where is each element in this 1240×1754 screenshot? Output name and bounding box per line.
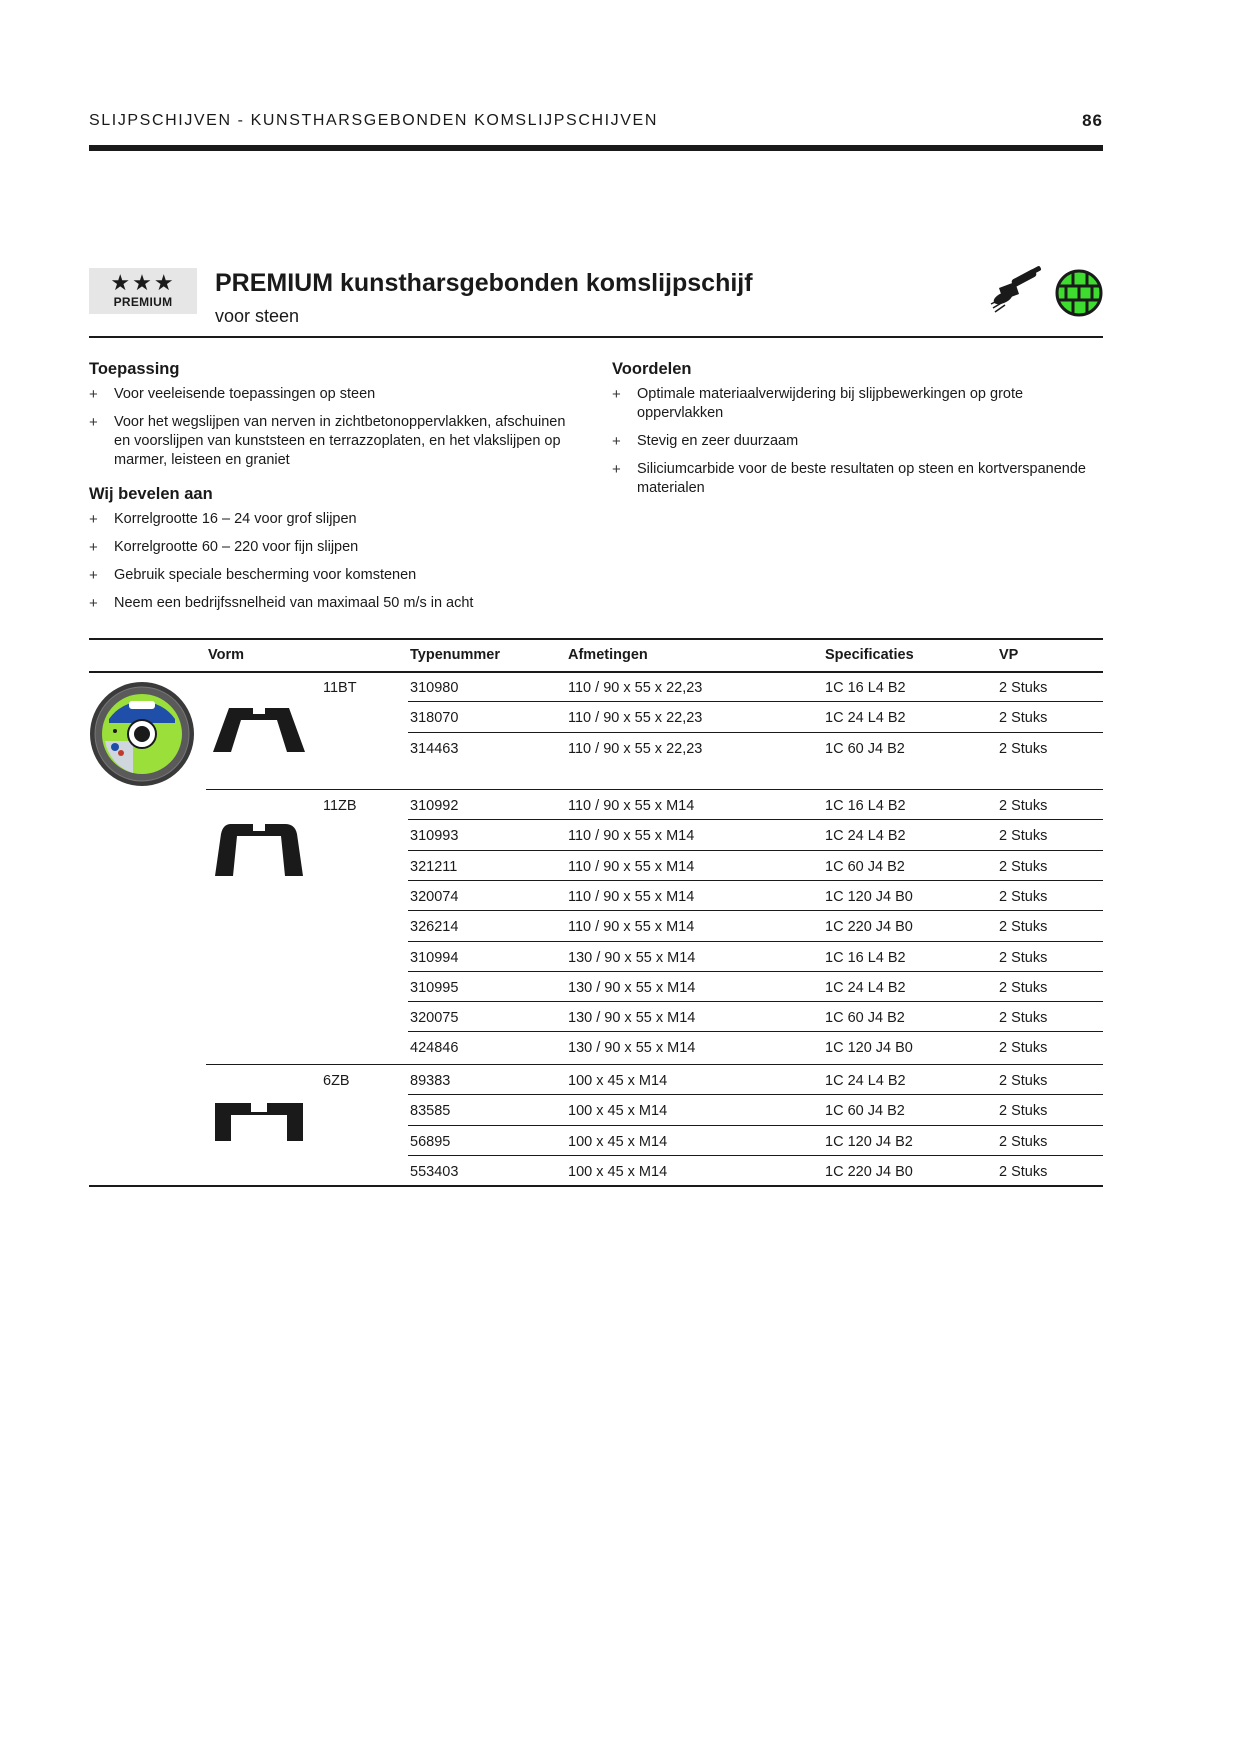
product-title: PREMIUM kunstharsgebonden komslijpschijf: [215, 269, 753, 297]
cell-vp: 2 Stuks: [999, 828, 1048, 845]
cell-afmetingen: 130 / 90 x 55 x M14: [568, 949, 696, 966]
list-item-text: Siliciumcarbide voor de beste resultaten op steen en kortverspanende materialen: [637, 461, 1086, 496]
toepassing-list: [89, 385, 579, 470]
heading-rule: [89, 336, 1103, 338]
cell-typenummer: 56895: [410, 1133, 451, 1150]
cell-afmetingen: 110 / 90 x 55 x M14: [568, 828, 695, 845]
badge-label: PREMIUM: [113, 295, 173, 309]
cell-afmetingen: 130 / 90 x 55 x M14: [568, 1010, 696, 1027]
row-rule: [408, 1094, 1103, 1095]
cell-afmetingen: 110 / 90 x 55 x M14: [568, 888, 695, 905]
row-rule: [408, 819, 1103, 820]
cell-vp: 2 Stuks: [999, 710, 1048, 727]
angle-grinder-icon: [989, 266, 1043, 316]
shape-code: 11ZB: [323, 798, 357, 814]
cell-vp: 2 Stuks: [999, 979, 1048, 996]
column-header-typenummer: Typenummer: [410, 647, 500, 663]
plus-icon: +: [612, 386, 621, 403]
cell-specificaties: 1C 60 J4 B2: [825, 858, 905, 875]
cell-vp: 2 Stuks: [999, 949, 1048, 966]
table-top-rule: [89, 638, 1103, 640]
cell-afmetingen: 100 x 45 x M14: [568, 1103, 668, 1120]
shape-code: 11BT: [323, 680, 357, 696]
product-heading: [89, 266, 1103, 340]
shape-code: 6ZB: [323, 1073, 350, 1089]
cell-typenummer: 321211: [410, 858, 458, 875]
list-item: [89, 594, 579, 613]
toepassing-title: Toepassing: [89, 360, 180, 378]
row-rule: [408, 1125, 1103, 1126]
cup-wheel-rounded-icon: [213, 822, 305, 878]
cell-specificaties: 1C 220 J4 B0: [825, 919, 913, 936]
wij-bevelen-aan-title: Wij bevelen aan: [89, 485, 213, 503]
cell-typenummer: 310993: [410, 828, 459, 845]
cell-vp: 2 Stuks: [999, 888, 1048, 905]
plus-icon: +: [89, 386, 98, 403]
list-item-text: Korrelgrootte 16 – 24 voor grof slijpen: [114, 511, 357, 527]
cell-afmetingen: 130 / 90 x 55 x M14: [568, 979, 696, 996]
list-item: [612, 385, 1102, 423]
row-rule: [408, 910, 1103, 911]
row-rule: [408, 701, 1103, 702]
wij-bevelen-aan-list: [89, 510, 579, 613]
cell-specificaties: 1C 16 L4 B2: [825, 798, 906, 814]
list-item: [89, 566, 579, 585]
cell-afmetingen: 100 x 45 x M14: [568, 1133, 668, 1150]
plus-icon: +: [89, 414, 98, 431]
cell-vp: 2 Stuks: [999, 1040, 1048, 1057]
group-rule: [206, 789, 1103, 790]
column-header-specificaties: Specificaties: [825, 647, 914, 663]
cell-vp: 2 Stuks: [999, 798, 1048, 814]
row-rule: [408, 880, 1103, 881]
list-item-text: Neem een bedrijfssnelheid van maximaal 50 m/s in acht: [114, 595, 474, 611]
row-rule: [408, 1001, 1103, 1002]
cell-afmetingen: 130 / 90 x 55 x M14: [568, 1040, 696, 1057]
cell-vp: 2 Stuks: [999, 1010, 1048, 1027]
column-header-vp: VP: [999, 647, 1019, 663]
cell-typenummer: 314463: [410, 740, 459, 757]
voordelen-title: Voordelen: [612, 360, 692, 378]
right-column: [612, 360, 1102, 507]
cup-wheel-tapered-icon: [213, 706, 305, 754]
list-item: [89, 538, 579, 557]
cell-afmetingen: 110 / 90 x 55 x 22,23: [568, 740, 703, 757]
page-number: 86: [1082, 111, 1103, 130]
cell-vp: 2 Stuks: [999, 1103, 1048, 1120]
row-rule: [408, 850, 1103, 851]
list-item: [89, 510, 579, 529]
cell-afmetingen: 110 / 90 x 55 x M14: [568, 858, 695, 875]
cell-typenummer: 310992: [410, 798, 459, 814]
cell-afmetingen: 100 x 45 x M14: [568, 1073, 668, 1089]
plus-icon: +: [612, 433, 621, 450]
cell-specificaties: 1C 220 J4 B0: [825, 1163, 913, 1180]
plus-icon: +: [612, 461, 621, 478]
table-bottom-rule: [89, 1185, 1103, 1187]
cell-vp: 2 Stuks: [999, 858, 1048, 875]
cell-typenummer: 310980: [410, 680, 459, 696]
cell-specificaties: 1C 120 J4 B0: [825, 1040, 913, 1057]
cell-typenummer: 83585: [410, 1103, 451, 1120]
cell-vp: 2 Stuks: [999, 1073, 1048, 1089]
cell-vp: 2 Stuks: [999, 680, 1048, 696]
cell-typenummer: 320075: [410, 1010, 459, 1027]
stars-icon: ★★★: [110, 270, 176, 295]
cell-afmetingen: 110 / 90 x 55 x 22,23: [568, 710, 703, 727]
list-item-text: Voor veeleisende toepassingen op steen: [114, 386, 376, 402]
cell-specificaties: 1C 16 L4 B2: [825, 680, 906, 696]
cell-specificaties: 1C 16 L4 B2: [825, 949, 906, 966]
list-item: [89, 413, 579, 470]
left-column: [89, 360, 579, 622]
cell-typenummer: 553403: [410, 1163, 459, 1180]
cup-wheel-straight-icon: [213, 1101, 305, 1143]
page-header: [89, 112, 1103, 152]
cell-vp: 2 Stuks: [999, 740, 1048, 757]
list-item-text: Optimale materiaalverwijdering bij slijpbewerkingen op grote oppervlakken: [637, 386, 1024, 421]
row-rule: [408, 971, 1103, 972]
cell-typenummer: 318070: [410, 710, 459, 727]
grinding-disc-image: [89, 681, 195, 787]
list-item-text: Korrelgrootte 60 – 220 voor fijn slijpen: [114, 539, 359, 555]
cell-afmetingen: 100 x 45 x M14: [568, 1163, 668, 1180]
list-item-text: Stevig en zeer duurzaam: [637, 433, 799, 449]
list-item: [612, 432, 1102, 451]
cell-afmetingen: 110 / 90 x 55 x M14: [568, 798, 695, 814]
cell-afmetingen: 110 / 90 x 55 x M14: [568, 919, 695, 936]
column-header-afmetingen: Afmetingen: [568, 647, 648, 663]
plus-icon: +: [89, 567, 98, 584]
group-rule: [206, 1064, 1103, 1065]
cell-specificaties: 1C 60 J4 B2: [825, 740, 905, 757]
cell-specificaties: 1C 120 J4 B0: [825, 888, 913, 905]
cell-vp: 2 Stuks: [999, 1133, 1048, 1150]
cell-specificaties: 1C 24 L4 B2: [825, 828, 906, 845]
plus-icon: +: [89, 539, 98, 556]
brick-wall-material-icon: [1055, 269, 1103, 317]
product-subtitle: voor steen: [215, 306, 300, 326]
row-rule: [408, 941, 1103, 942]
cell-vp: 2 Stuks: [999, 919, 1048, 936]
plus-icon: +: [89, 511, 98, 528]
premium-badge: [89, 268, 197, 314]
cell-typenummer: 310995: [410, 979, 459, 996]
cell-afmetingen: 110 / 90 x 55 x 22,23: [568, 680, 703, 696]
cell-typenummer: 424846: [410, 1040, 459, 1057]
cell-typenummer: 320074: [410, 888, 459, 905]
cell-typenummer: 89383: [410, 1073, 451, 1089]
cell-vp: 2 Stuks: [999, 1163, 1048, 1180]
row-rule: [408, 1155, 1103, 1156]
voordelen-list: [612, 385, 1102, 498]
header-rule: [89, 145, 1103, 151]
plus-icon: +: [89, 595, 98, 612]
row-rule: [408, 1031, 1103, 1032]
section-title: SLIJPSCHIJVEN - KUNSTHARSGEBONDEN KOMSLIJPSCHIJVEN: [89, 112, 658, 129]
cell-specificaties: 1C 24 L4 B2: [825, 710, 906, 727]
cell-specificaties: 1C 120 J4 B2: [825, 1133, 913, 1150]
cell-specificaties: 1C 24 L4 B2: [825, 979, 906, 996]
cell-typenummer: 326214: [410, 919, 459, 936]
list-item-text: Gebruik speciale bescherming voor komstenen: [114, 567, 417, 583]
table-header-rule: [89, 671, 1103, 673]
list-item: [612, 460, 1102, 498]
cell-typenummer: 310994: [410, 949, 459, 966]
row-rule: [408, 732, 1103, 733]
cell-specificaties: 1C 60 J4 B2: [825, 1010, 905, 1027]
cell-specificaties: 1C 60 J4 B2: [825, 1103, 905, 1120]
column-header-vorm: Vorm: [208, 647, 244, 663]
cell-specificaties: 1C 24 L4 B2: [825, 1073, 906, 1089]
list-item-text: Voor het wegslijpen van nerven in zichtbetonoppervlakken, afschuinen en voorslijpen van kunststeen en terrazzoplaten, en het vlakslijpen op marmer, leisteen en graniet: [114, 414, 566, 468]
list-item: [89, 385, 579, 404]
